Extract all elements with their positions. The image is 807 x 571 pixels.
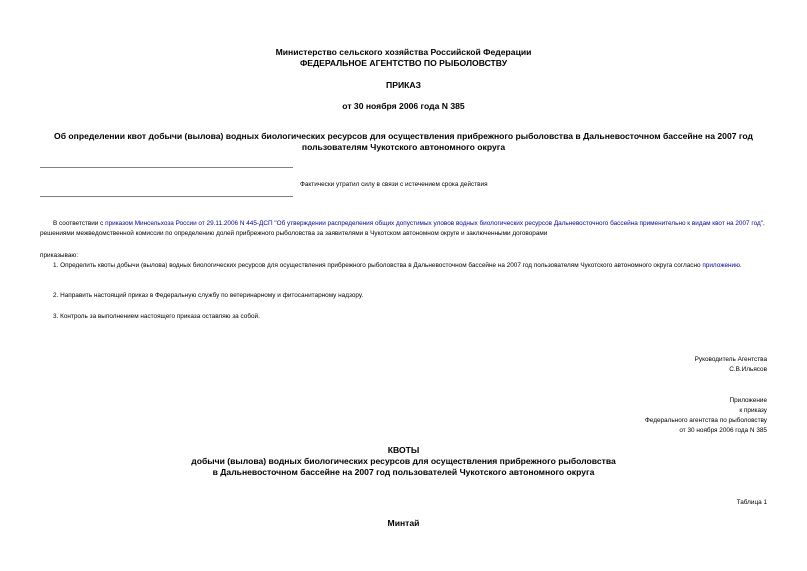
title-line: Об определении квот добычи (вылова) водных биологических ресурсов для осуществления прибрежного рыболовства в Дальневосточном бассейне на 2007 год — [54, 131, 753, 141]
appendix-title-line: КВОТЫ — [387, 445, 420, 455]
preamble-suffix: , решениями межведомственной комиссии по определению долей прибрежного рыболовства за заявителями в Чукотском автономном округе и заключенными договорами — [40, 220, 765, 237]
appendix-ref-line: к приказу — [739, 407, 767, 414]
document-date-number: от 30 ноября 2006 года N 385 — [342, 101, 465, 111]
item-1-paragraph — [40, 261, 772, 271]
item-1-text: 1. Определить квоты добычи (вылова) водных биологических ресурсов для осуществления прибрежного рыболовства в Дальневосточном бассейне на 2007 год пользователям Чукотского автономного округа согласно — [53, 262, 703, 269]
item-1-end: . — [739, 262, 742, 269]
title-line: пользователям Чукотского автономного округа — [301, 142, 506, 152]
status-note: Фактически утратил силу в связи с истечением срока действия — [300, 181, 488, 188]
order-word: приказываю: — [40, 252, 78, 259]
divider-bottom — [40, 196, 293, 197]
appendix-reference — [645, 396, 767, 436]
document-title — [0, 131, 807, 153]
item-2-paragraph: 2. Направить настоящий приказ в Федеральную службу по ветеринарному и фитосанитарному надзору. — [53, 292, 364, 299]
appendix-link[interactable]: приложению — [702, 262, 740, 269]
divider-top — [40, 167, 293, 168]
signatory-name: С.В.Ильясов — [729, 366, 767, 373]
item-3-paragraph: 3. Контроль за выполнением настоящего приказа оставляю за собой. — [53, 313, 260, 320]
table-label: Таблица 1 — [736, 499, 767, 506]
appendix-ref-line: Федерального агентства по рыболовству — [644, 417, 767, 424]
section-heading: Минтай — [387, 518, 420, 528]
signatory-position: Руководитель Агентства — [694, 356, 767, 363]
appendix-ref-line: от 30 ноября 2006 года N 385 — [679, 427, 767, 434]
appendix-title-line: добычи (вылова) водных биологических ресурсов для осуществления прибрежного рыболовства — [191, 456, 616, 466]
ministry-name: Министерство сельского хозяйства Российской Федерации — [275, 47, 532, 57]
signature-block — [695, 355, 767, 375]
agency-name: ФЕДЕРАЛЬНОЕ АГЕНТСТВО ПО РЫБОЛОВСТВУ — [299, 58, 508, 68]
preamble-prefix: В соответствии с — [53, 220, 106, 227]
ministry-order-link[interactable]: приказом Минсельхоза России от 29.11.2006 N 445-ДСП "Об утверждении распределения общих допустимых уловов водных биологических ресурсов Дальневосточного бассейна применительно к видам квот на 2007 год" — [105, 220, 763, 227]
appendix-title — [0, 445, 807, 478]
preamble-paragraph — [40, 219, 772, 239]
document-type: ПРИКАЗ — [386, 80, 421, 90]
document-header — [0, 47, 807, 69]
appendix-ref-line: Приложение — [729, 397, 767, 404]
appendix-title-line: в Дальневосточном бассейне на 2007 год пользователей Чукотского автономного округа — [212, 467, 595, 477]
